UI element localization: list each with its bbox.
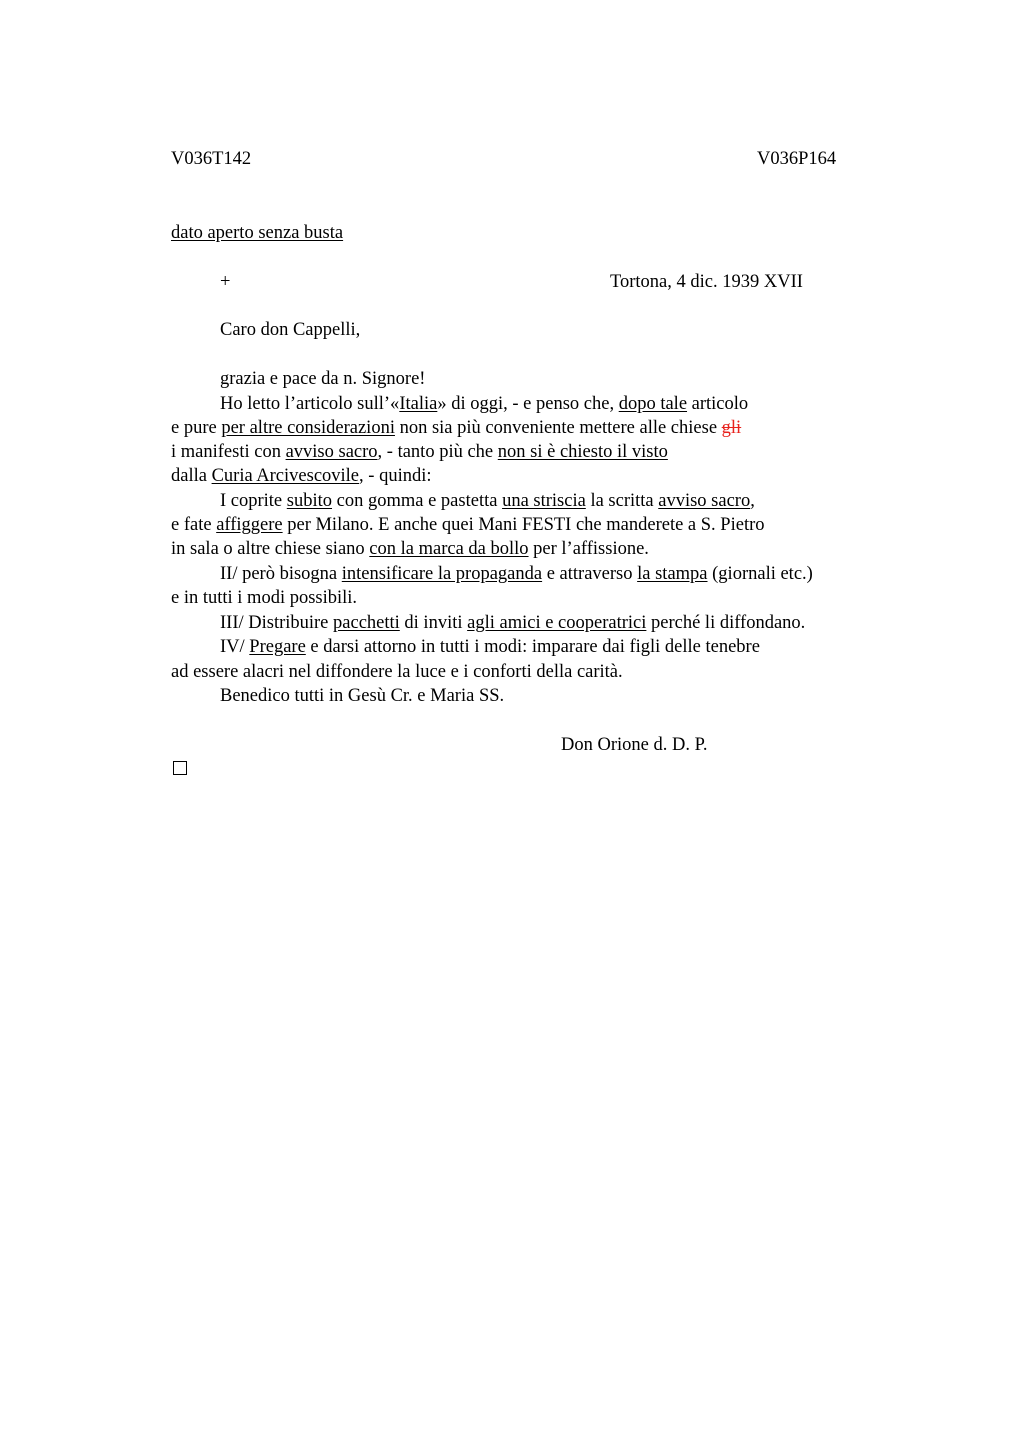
place-date: Tortona, 4 dic. 1939 XVII: [610, 272, 803, 292]
body-line-12: IV/ Pregare e darsi attorno in tutti i modi: imparare dai figli delle tenebre: [220, 637, 760, 657]
signature: Don Orione d. D. P.: [561, 735, 708, 755]
header-left-code: V036T142: [171, 149, 252, 169]
body-line-4: i manifesti con avviso sacro, - tanto più che non si è chiesto il visto: [171, 442, 668, 462]
body-line-6: I coprite subito con gomma e pastetta una striscia la scritta avviso sacro,: [220, 491, 755, 511]
body-line-14: Benedico tutti in Gesù Cr. e Maria SS.: [220, 686, 505, 706]
checkbox-square-icon: [173, 761, 187, 775]
header-right-code: V036P164: [757, 149, 837, 169]
body-line-10: e in tutti i modi possibili.: [171, 588, 358, 608]
archive-note: dato aperto senza busta: [171, 223, 344, 243]
body-line-7: e fate affiggere per Milano. E anche quei Mani FESTI che manderete a S. Pietro: [171, 515, 765, 535]
body-line-9: II/ però bisogna intensificare la propaganda e attraverso la stampa (giornali etc.): [220, 564, 813, 584]
body-line-3: e pure per altre considerazioni non sia più conveniente mettere alle chiese gli: [171, 418, 742, 438]
body-line-5: dalla Curia Arcivescovile, - quindi:: [171, 466, 432, 486]
body-line-1: grazia e pace da n. Signore!: [220, 369, 426, 389]
body-line-8: in sala o altre chiese siano con la marca da bollo per l’affissione.: [171, 539, 649, 559]
deleted-word: gli: [721, 418, 742, 438]
salutation: Caro don Cappelli,: [220, 320, 361, 340]
body-line-2: Ho letto l’articolo sull’«Italia» di oggi, - e penso che, dopo tale articolo: [220, 394, 749, 414]
cross-symbol: +: [220, 272, 231, 292]
body-line-11: III/ Distribuire pacchetti di inviti agli amici e cooperatrici perché li diffondano.: [220, 613, 806, 633]
body-line-13: ad essere alacri nel diffondere la luce e i conforti della carità.: [171, 662, 623, 682]
